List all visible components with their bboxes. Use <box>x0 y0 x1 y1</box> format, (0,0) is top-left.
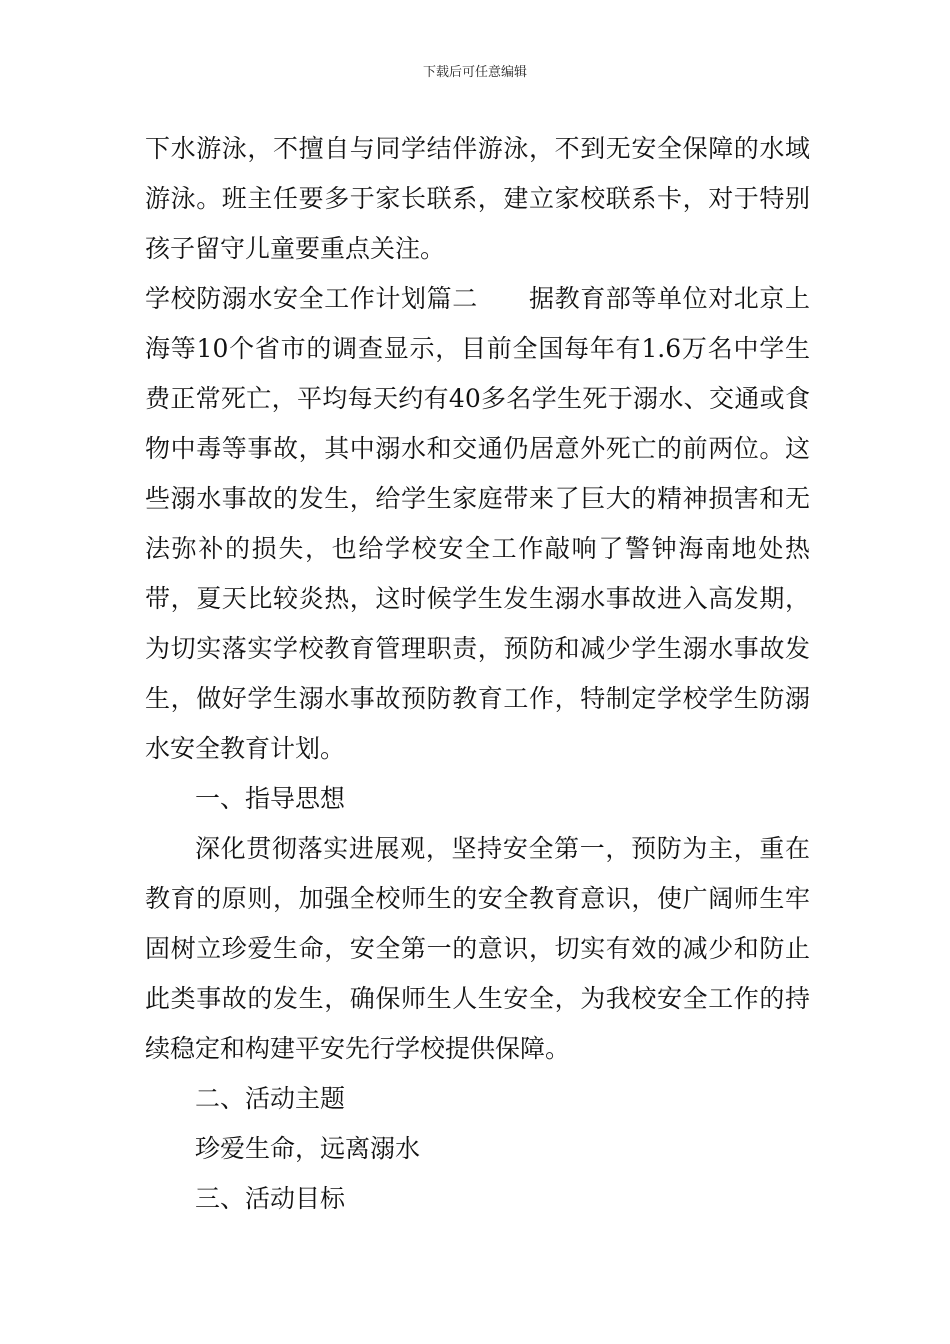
paragraph-activity-theme: 珍爱生命，远离溺水 <box>195 1134 421 1163</box>
paragraph-continuation: 下水游泳，不擅自与同学结伴游泳，不到无安全保障的水域游泳。班主任要多于家长联系，建立家校联系卡，对于特别孩子留守儿童要重点关注。 <box>145 134 810 263</box>
paragraph-plan-intro: 学校防溺水安全工作计划篇二 据教育部等单位对北京上海等10个省市的调查显示，目前全国每年有1.6万名中学生费正常死亡，平均每天约有40多名学生死于溺水、交通或食物中毒等事故，其中溺水和交通仍居意外死亡的前两位。这些溺水事故的发生，给学生家庭带来了巨大的精神损害和无法弥补的损失，也给学校安全工作敲响了警钟海南地处热带，夏天比较炎热，这时候学生发生溺水事故进入高发期，为切实落实学校教育管理职责，预防和减少学生溺水事故发生，做好学生溺水事故预防教育工作，特制定学校学生防溺水安全教育计划。 <box>145 284 810 763</box>
section-heading-guiding-ideology: 一、指导思想 <box>195 784 346 813</box>
paragraph-guiding-ideology: 深化贯彻落实进展观，坚持安全第一，预防为主，重在教育的原则，加强全校师生的安全教育意识，使广阔师生牢固树立珍爱生命，安全第一的意识，切实有效的减少和防止此类事故的发生，确保师生人生安全，为我校安全工作的持续稳定和构建平安先行学校提供保障。 <box>145 834 810 1063</box>
page-header: 下载后可任意编辑 <box>422 65 527 80</box>
section-heading-activity-goals: 三、活动目标 <box>195 1184 346 1213</box>
document-body <box>145 124 810 1224</box>
section-heading-activity-theme: 二、活动主题 <box>195 1084 346 1113</box>
